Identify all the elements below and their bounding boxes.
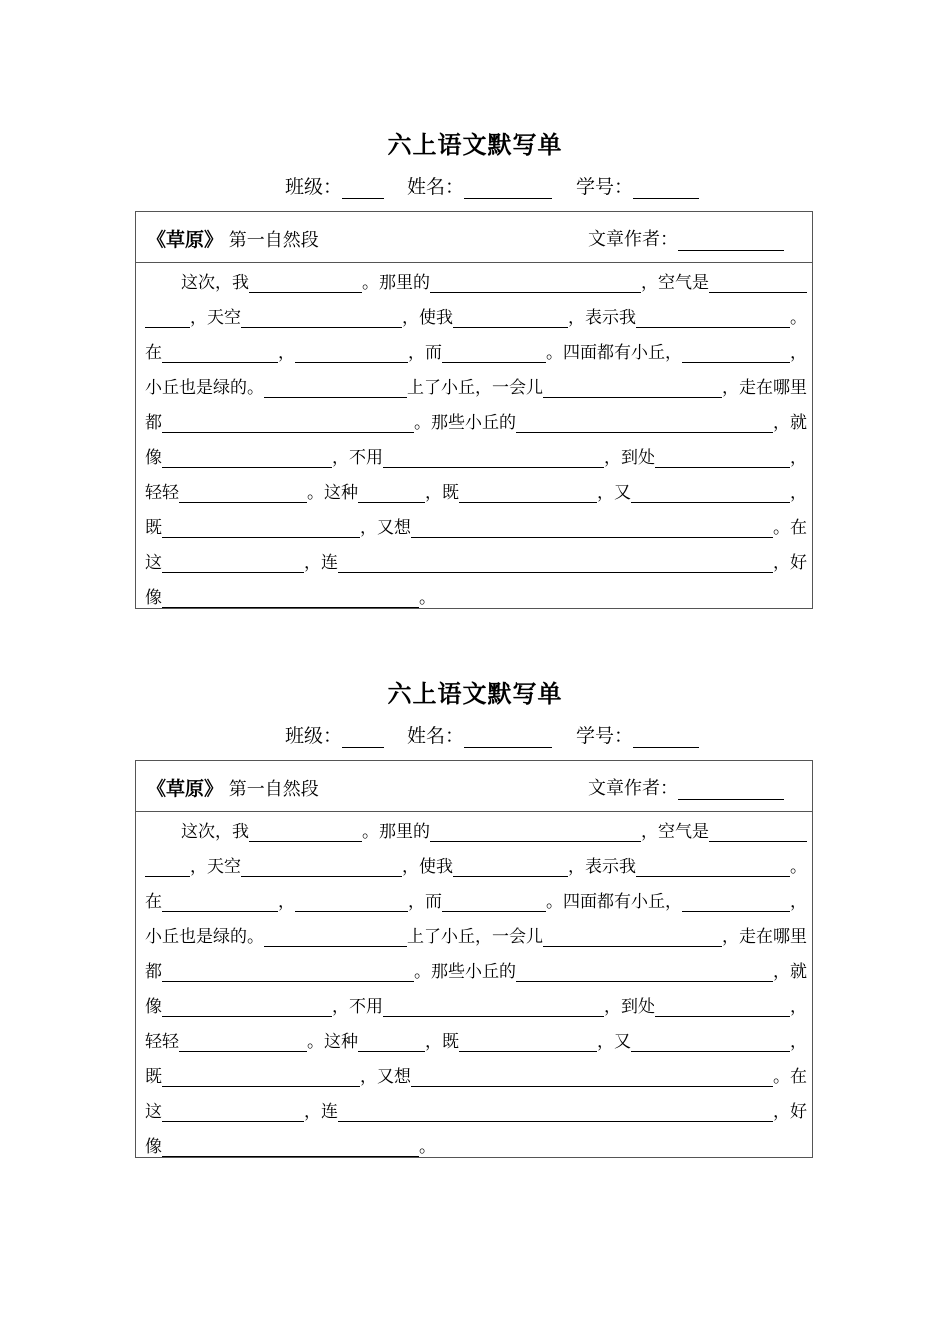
passage-text: 。这种 xyxy=(307,483,358,503)
blank[interactable] xyxy=(162,554,304,573)
passage-line xyxy=(145,508,807,543)
passage-text: ，天空 xyxy=(190,857,241,877)
passage-text: 上了小丘，一会儿 xyxy=(407,927,543,947)
blank[interactable] xyxy=(442,893,546,912)
box-header xyxy=(136,761,812,812)
passage-text: ， xyxy=(790,1032,807,1052)
passage-text: ，表示我 xyxy=(568,857,636,877)
passage-text: ，使我 xyxy=(402,857,453,877)
blank[interactable] xyxy=(411,1068,773,1087)
passage-text: ，就 xyxy=(773,962,807,982)
name-field[interactable] xyxy=(464,178,552,199)
passage-text: 。 xyxy=(790,308,807,328)
blank[interactable] xyxy=(162,344,278,363)
passage-text: ，到处 xyxy=(604,997,655,1017)
passage-text: 既 xyxy=(145,518,162,538)
passage-line xyxy=(145,1057,807,1092)
blank[interactable] xyxy=(145,309,190,328)
passage-line xyxy=(145,298,807,333)
sheet-title: 六上语文默写单 xyxy=(387,679,563,708)
passage-text: 在 xyxy=(145,892,162,912)
passage-text: ，不用 xyxy=(332,997,383,1017)
blank[interactable] xyxy=(682,344,790,363)
class-field[interactable] xyxy=(342,178,384,199)
passage-text: 既 xyxy=(145,1067,162,1087)
blank[interactable] xyxy=(179,1033,307,1052)
blank[interactable] xyxy=(162,589,419,608)
student-info xyxy=(285,721,699,748)
blank[interactable] xyxy=(655,449,790,468)
passage-text: ，既 xyxy=(425,1032,459,1052)
passage-text: ，好 xyxy=(773,1102,807,1122)
passage-text: 像 xyxy=(145,448,162,468)
blank[interactable] xyxy=(459,1033,597,1052)
blank[interactable] xyxy=(162,1103,304,1122)
blank[interactable] xyxy=(162,963,414,982)
passage-text: ， xyxy=(790,343,807,363)
paragraph-label: 第一自然段 xyxy=(228,779,319,800)
blank[interactable] xyxy=(636,309,790,328)
passage-text: ，使我 xyxy=(402,308,453,328)
blank[interactable] xyxy=(655,998,790,1017)
blank[interactable] xyxy=(709,274,807,293)
blank[interactable] xyxy=(453,858,568,877)
student-id-field[interactable] xyxy=(633,727,699,748)
passage-text: ，就 xyxy=(773,413,807,433)
lesson-heading xyxy=(147,225,319,252)
passage-text: ，连 xyxy=(304,1102,338,1122)
passage-text: ，天空 xyxy=(190,308,241,328)
name-field[interactable] xyxy=(464,727,552,748)
sheet-title: 六上语文默写单 xyxy=(387,130,563,159)
passage-text: ，而 xyxy=(408,892,442,912)
passage-text: 这 xyxy=(145,1102,162,1122)
passage-text: ， xyxy=(790,448,807,468)
passage-text: 。那些小丘的 xyxy=(414,962,516,982)
passage-line xyxy=(145,578,807,613)
passage-line xyxy=(145,812,807,847)
box-header xyxy=(136,212,812,263)
lesson-heading xyxy=(147,774,319,801)
blank[interactable] xyxy=(453,309,568,328)
passage-line xyxy=(145,403,807,438)
blank[interactable] xyxy=(162,893,278,912)
blank[interactable] xyxy=(543,379,722,398)
blank[interactable] xyxy=(179,484,307,503)
passage-line xyxy=(145,473,807,508)
passage-text: ，到处 xyxy=(604,448,655,468)
lesson-title: 《草原》 xyxy=(147,778,224,800)
blank[interactable] xyxy=(162,998,332,1017)
passage-text: 像 xyxy=(145,588,162,608)
blank[interactable] xyxy=(442,344,546,363)
passage-text: 在 xyxy=(145,343,162,363)
passage-text: ，又想 xyxy=(360,1067,411,1087)
author-field-group xyxy=(588,774,784,800)
blank[interactable] xyxy=(516,414,773,433)
passage-line xyxy=(145,917,807,952)
passage-text: ，又 xyxy=(597,483,631,503)
class-field[interactable] xyxy=(342,727,384,748)
blank[interactable] xyxy=(295,344,408,363)
passage-text: 小丘也是绿的。 xyxy=(145,927,264,947)
paragraph-label: 第一自然段 xyxy=(228,230,319,251)
blank[interactable] xyxy=(145,858,190,877)
passage-text: ，空气是 xyxy=(641,273,709,293)
passage xyxy=(145,812,807,1162)
blank[interactable] xyxy=(631,1033,790,1052)
author-label: 文章作者： xyxy=(588,229,678,250)
blank[interactable] xyxy=(249,823,362,842)
blank[interactable] xyxy=(709,823,807,842)
passage-line xyxy=(145,952,807,987)
passage-text: ，而 xyxy=(408,343,442,363)
passage-line xyxy=(145,543,807,578)
passage-text: 。 xyxy=(790,857,807,877)
blank[interactable] xyxy=(338,1103,773,1122)
passage-line xyxy=(145,1092,807,1127)
passage-text: ，走在哪里 xyxy=(722,378,807,398)
passage-text: ，又 xyxy=(597,1032,631,1052)
passage-text: 这次，我 xyxy=(181,273,249,293)
passage-text: ，好 xyxy=(773,553,807,573)
dictation-box xyxy=(135,760,813,1158)
passage-line xyxy=(145,987,807,1022)
name-label: 姓名： xyxy=(407,725,465,747)
passage-text: 轻轻 xyxy=(145,483,179,503)
author-label: 文章作者： xyxy=(588,778,678,799)
blank[interactable] xyxy=(459,484,597,503)
passage-line xyxy=(145,263,807,298)
blank[interactable] xyxy=(383,449,604,468)
name-label: 姓名： xyxy=(407,176,465,198)
blank[interactable] xyxy=(383,998,604,1017)
passage-text: 像 xyxy=(145,1137,162,1157)
passage-text: 轻轻 xyxy=(145,1032,179,1052)
passage-text: 这 xyxy=(145,553,162,573)
passage-text: 这次，我 xyxy=(181,822,249,842)
blank[interactable] xyxy=(162,414,414,433)
blank[interactable] xyxy=(162,449,332,468)
passage-text: ，又想 xyxy=(360,518,411,538)
passage-text: 。在 xyxy=(773,518,807,538)
passage-text: 。 xyxy=(419,588,436,608)
passage-line xyxy=(145,333,807,368)
student-info xyxy=(285,172,699,199)
author-field[interactable] xyxy=(678,232,784,251)
class-label: 班级： xyxy=(285,176,343,198)
author-field[interactable] xyxy=(678,781,784,800)
passage-text: ，表示我 xyxy=(568,308,636,328)
blank[interactable] xyxy=(162,1068,360,1087)
passage-text: ，连 xyxy=(304,553,338,573)
class-label: 班级： xyxy=(285,725,343,747)
blank[interactable] xyxy=(241,858,402,877)
blank[interactable] xyxy=(411,519,773,538)
blank[interactable] xyxy=(241,309,402,328)
author-field-group xyxy=(588,225,784,251)
passage-line xyxy=(145,847,807,882)
passage-text: 。那些小丘的 xyxy=(414,413,516,433)
student-id-label: 学号： xyxy=(576,725,634,747)
student-id-field[interactable] xyxy=(633,178,699,199)
passage-line xyxy=(145,1127,807,1162)
blank[interactable] xyxy=(249,274,362,293)
blank[interactable] xyxy=(631,484,790,503)
passage-line xyxy=(145,1022,807,1057)
passage-text: ， xyxy=(790,892,807,912)
blank[interactable] xyxy=(338,554,773,573)
passage-text: ，不用 xyxy=(332,448,383,468)
passage-text: 都 xyxy=(145,413,162,433)
blank[interactable] xyxy=(430,823,641,842)
passage-text: 。那里的 xyxy=(362,273,430,293)
passage-text: 。在 xyxy=(773,1067,807,1087)
student-id-label: 学号： xyxy=(576,176,634,198)
passage-line xyxy=(145,368,807,403)
passage xyxy=(145,263,807,613)
passage-text: ，走在哪里 xyxy=(722,927,807,947)
blank[interactable] xyxy=(516,963,773,982)
passage-text: ， xyxy=(278,892,295,912)
passage-text: 。 xyxy=(419,1137,436,1157)
passage-text: 。四面都有小丘， xyxy=(546,892,682,912)
blank[interactable] xyxy=(358,484,425,503)
passage-text: 像 xyxy=(145,997,162,1017)
blank[interactable] xyxy=(264,928,407,947)
blank[interactable] xyxy=(543,928,722,947)
blank[interactable] xyxy=(358,1033,425,1052)
passage-text: ， xyxy=(790,997,807,1017)
passage-text: 。四面都有小丘， xyxy=(546,343,682,363)
blank[interactable] xyxy=(264,379,407,398)
passage-text: 都 xyxy=(145,962,162,982)
passage-text: 上了小丘，一会儿 xyxy=(407,378,543,398)
blank[interactable] xyxy=(682,893,790,912)
blank[interactable] xyxy=(430,274,641,293)
blank[interactable] xyxy=(162,1138,419,1157)
passage-text: 。这种 xyxy=(307,1032,358,1052)
dictation-box xyxy=(135,211,813,609)
passage-text: 。那里的 xyxy=(362,822,430,842)
passage-line xyxy=(145,438,807,473)
passage-text: 小丘也是绿的。 xyxy=(145,378,264,398)
passage-text: ， xyxy=(278,343,295,363)
passage-line xyxy=(145,882,807,917)
passage-text: ， xyxy=(790,483,807,503)
blank[interactable] xyxy=(295,893,408,912)
passage-text: ，空气是 xyxy=(641,822,709,842)
blank[interactable] xyxy=(636,858,790,877)
blank[interactable] xyxy=(162,519,360,538)
passage-text: ，既 xyxy=(425,483,459,503)
lesson-title: 《草原》 xyxy=(147,229,224,251)
